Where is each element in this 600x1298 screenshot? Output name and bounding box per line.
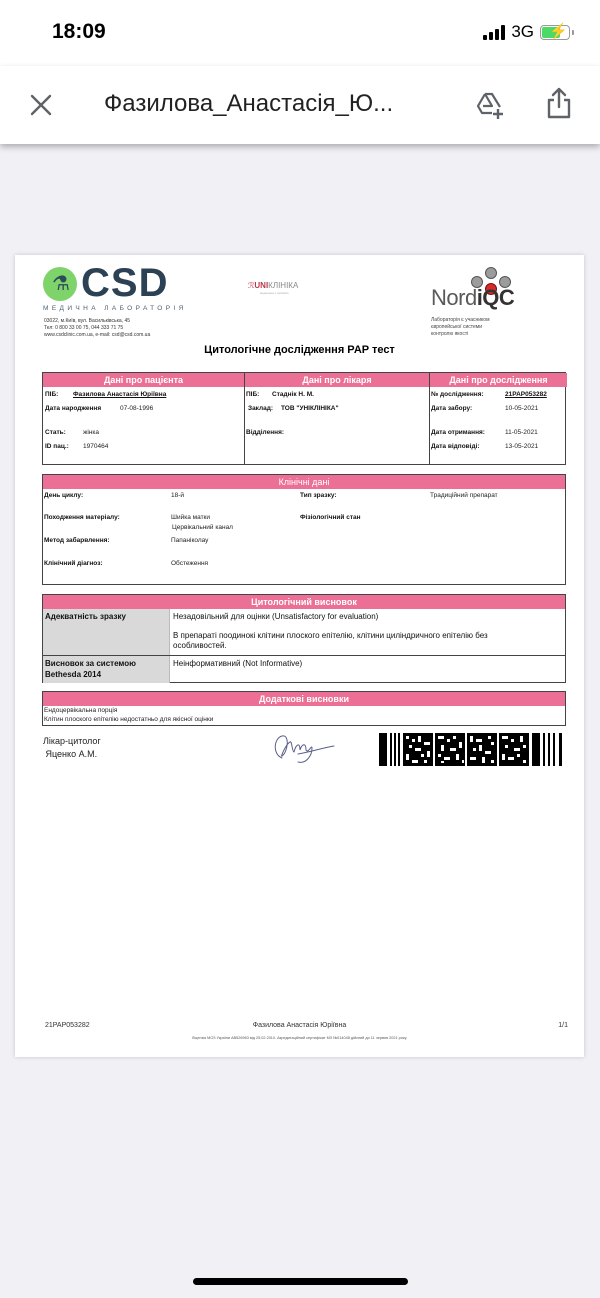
sample-type: Традиційний препарат — [430, 492, 498, 499]
charging-bolt-icon: ⚡ — [549, 22, 568, 40]
battery-icon — [540, 22, 570, 40]
footer-page-number: 1/1 — [558, 1022, 568, 1029]
status-time: 18:09 — [52, 20, 106, 43]
share-button[interactable] — [545, 86, 573, 120]
patient-name: Фазилова Анастасія Юріївна — [73, 391, 167, 398]
close-icon — [28, 92, 54, 118]
patient-id: 1970464 — [83, 443, 109, 450]
signal-icon — [483, 24, 505, 40]
additional-conclusions-section: Додаткові висновки Ендоцервікальна порція Клітин плоского епітелію недостатньо для якісної оцінки — [42, 691, 566, 726]
document-title: Фазилова_Анастасія_Ю... — [104, 90, 394, 117]
footer-patient-name: Фазилова Анастасія Юріївна — [252, 1022, 347, 1029]
doctor-facility: ТОВ "УНІКЛІНІКА" — [281, 405, 339, 412]
add-to-drive-button[interactable] — [474, 89, 506, 121]
study-number: 21PAP053282 — [505, 391, 547, 398]
adequacy-note: В препараті поодинокі клітини плоского епітелію, клітини циліндричного епітелію без — [173, 631, 488, 640]
status-indicators — [483, 22, 570, 42]
patient-section: Дані про пацієнта ПІБ: Фазилова Анастасія Юріївна Дата народження 07-08-1996 Стать: жінка ID пац.: 1970464 — [43, 373, 244, 464]
patient-dob: 07-08-1996 — [120, 405, 154, 412]
doctor-section: Дані про лікаря ПІБ: Стаднік Н. М. Заклад: ТОВ "УНІКЛІНІКА" Відділення: — [245, 373, 429, 464]
barcode — [379, 733, 563, 766]
collected-date: 10-05-2021 — [505, 405, 539, 412]
lab-address: 03022, м.Київ, вул. Васильківська, 45 Тел: 0 800 33 00 75, 044 333 71 75 www.csdclinic.com.ua, e-mail: csd@csd.com.ua — [44, 318, 151, 338]
share-icon — [545, 86, 573, 120]
adequacy-value: Незадовільний для оцінки (Unsatisfactory for evaluation) — [173, 612, 379, 621]
microscope-icon: ⚗ — [43, 267, 77, 301]
report-title: Цитологічне дослідження PAP тест — [204, 344, 395, 356]
origin-1: Шийка матки — [171, 514, 211, 521]
status-bar — [0, 0, 600, 66]
info-table — [42, 372, 566, 465]
handwritten-signature — [268, 730, 338, 766]
pdf-page[interactable]: ⚗ CSD МЕДИЧНА ЛАБОРАТОРІЯ 03022, м.Київ, вул. Васильківська, 45 Тел: 0 800 33 00 75, 044 333 71 75 www.csdclinic.com.ua, e-mail: csd@csd.com.ua ℛUNIКЛІНІКА медицина з любов'ю NordiQC Лабораторія є учасником європейської системи контролю якості Цитологічне дослідження PAP тест Дані про пацієнта ПІБ: Фазилова Анастасія Юріївна Дата народження 07-08-1996 Стать: жінка ID пац.: 1970464 Дані про лікаря ПІБ: Стаднік Н. М. Заклад: ТОВ "УНІКЛІНІКА" Відділення: Дані про дослідження № дослідження: 21PAP053282 Дата забору: 10-05-2021 Дата отримання: 11-05-2021 Дата відповіді: 13-05-2021 Клінічні дані День циклу: 18-й Тип зразку: Традиційний препарат Походження матеріалу: Шийка матки Цервікальний канал Фізіологічний стан Метод забарвлення: Папаніколау Клінічний діагноз: Обстеження Цитологічний висновок Адекватність зразку Незадовільний для оцінки (Unsatisfactory for evaluation) В препараті поодинокі клітини плоского епітелію, клітини циліндричного епітелію без особливостей. Висновок за системою Bethesda 2014 Неінформативний (Not Informative) Додаткові висновки Ендоцервікальна порція Клітин плоского епітелію недостатньо для якісної оцінки Лікар-цитолог Яценко А.М. 21PAP053282 Фазилова Анастасія Юріївна 1/1 Ліцензія МОЗ України АВ526963 від 25.02.2010. Акредитаційний сертифікат МЗ №014048 дійсний до 11 червня 2021 року. — [15, 255, 584, 1057]
cytologist-signature-block: Лікар-цитолог Яценко А.М. — [43, 736, 101, 759]
nordiqc-logo: NordiQC Лабораторія є учасником європейської системи контролю якості — [431, 267, 541, 347]
footer-study-id: 21PAP053282 — [45, 1022, 90, 1029]
doctor-name: Стаднік Н. М. — [272, 391, 314, 398]
network-type: 3G — [511, 22, 534, 41]
reply-date: 13-05-2021 — [505, 443, 539, 450]
clinical-data-section: Клінічні дані День циклу: 18-й Тип зразку: Традиційний препарат Походження матеріалу: Шийка матки Цервікальний канал Фізіологічний стан Метод забарвлення: Папаніколау Клінічний діагноз: Обстеження — [42, 474, 566, 585]
uniklinika-logo: ℛUNIКЛІНІКА медицина з любов'ю — [248, 281, 299, 295]
cycle-day: 18-й — [171, 492, 185, 499]
received-date: 11-05-2021 — [505, 429, 538, 436]
stain-method: Папаніколау — [171, 537, 209, 544]
home-indicator[interactable] — [193, 1278, 408, 1285]
bethesda-row: Висновок за системою Bethesda 2014 Неінформативний (Not Informative) — [43, 655, 565, 683]
viewer-toolbar — [0, 66, 600, 144]
study-section: Дані про дослідження № дослідження: 21PAP053282 Дата забору: 10-05-2021 Дата отримання: 11-05-2021 Дата відповіді: 13-05-2021 — [430, 373, 567, 464]
add-to-drive-icon — [474, 89, 506, 121]
origin-2: Цервікальний канал — [172, 524, 233, 531]
nordiqc-caption: Лабораторія є учасником європейської системи контролю якості — [431, 317, 490, 337]
bethesda-value: Неінформативний (Not Informative) — [173, 659, 303, 668]
patient-sex: жінка — [83, 429, 99, 436]
close-button[interactable] — [26, 90, 56, 120]
clinical-diagnosis: Обстеження — [171, 560, 209, 567]
adequacy-row: Адекватність зразку Незадовільний для оцінки (Unsatisfactory for evaluation) В препараті поодинокі клітини плоского епітелію, клітини циліндричного епітелію без особливостей. — [43, 609, 565, 655]
cytology-conclusion-section: Цитологічний висновок Адекватність зразку Незадовільний для оцінки (Unsatisfactory for evaluation) В препараті поодинокі клітини плоского епітелію, клітини циліндричного епітелію без особливостей. Висновок за системою Bethesda 2014 Неінформативний (Not Informative) — [42, 594, 566, 683]
footer-license: Ліцензія МОЗ України АВ526963 від 25.02.2010. Акредитаційний сертифікат МЗ №014048 дійсний до 11 червня 2021 року. — [191, 1036, 408, 1040]
